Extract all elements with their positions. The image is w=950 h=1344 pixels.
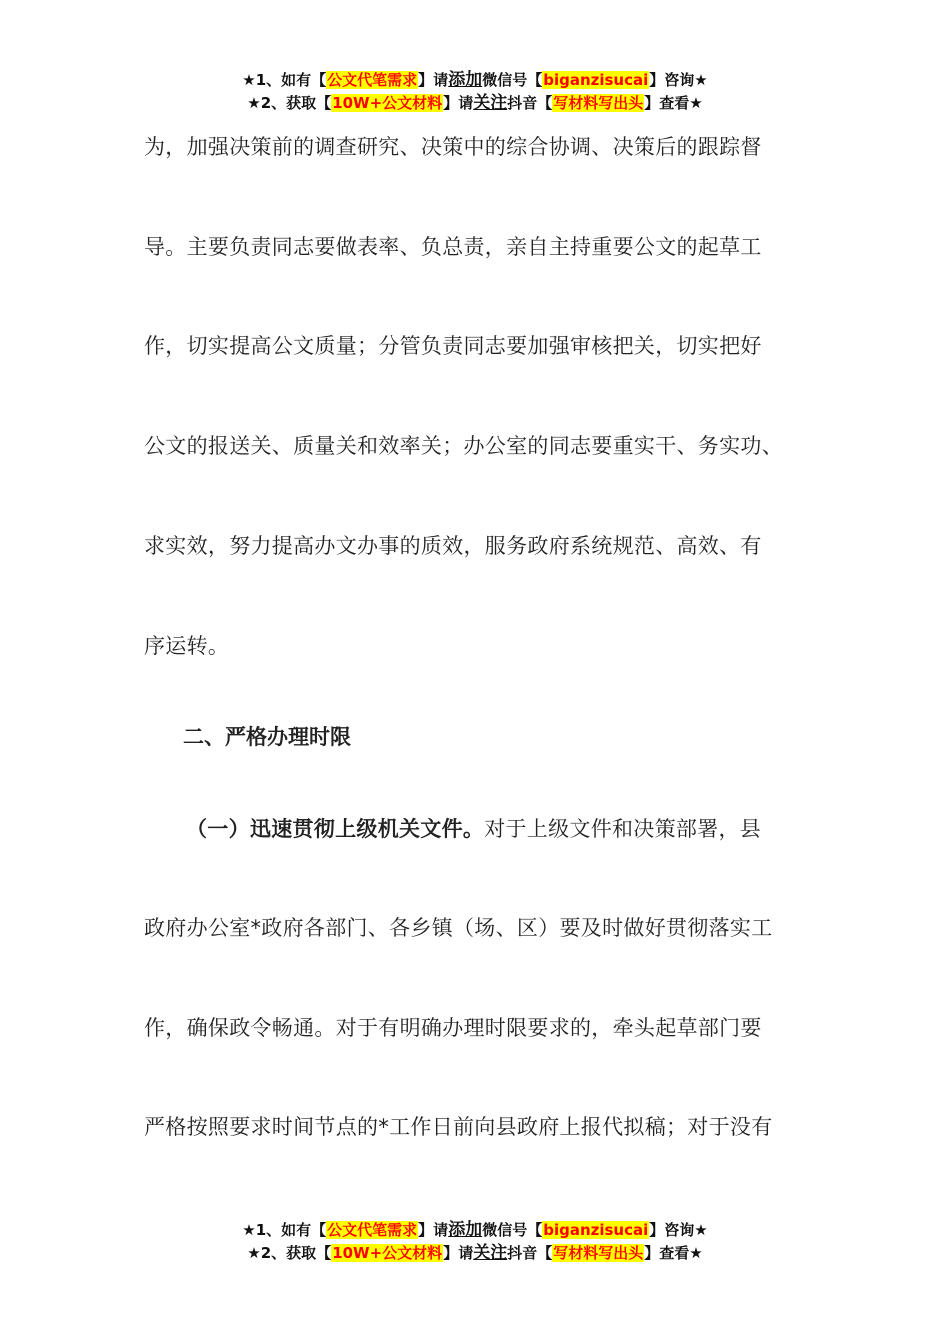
- banner-emphasis: 关注: [473, 93, 508, 113]
- banner-text: ★1、如有【: [242, 1221, 327, 1239]
- footer-banner: [0, 1219, 950, 1265]
- section-heading: 二、严格办理时限: [183, 725, 351, 749]
- banner-text: ★2、获取【: [247, 1244, 332, 1262]
- subsection-first-line: [186, 813, 826, 843]
- banner-text: 微信号【: [482, 1221, 543, 1239]
- banner-text: 抖音【: [507, 94, 553, 112]
- banner-emphasis: 添加: [448, 1220, 483, 1240]
- banner-highlight: 10W+公文材料: [332, 94, 443, 112]
- paragraph-line: 作，确保政令畅通。对于有明确办理时限要求的，牵头起草部门要: [144, 1016, 762, 1040]
- banner-text: 】查看★: [644, 94, 703, 112]
- banner-text: ★2、获取【: [247, 94, 332, 112]
- banner-text: 】咨询★: [649, 1221, 708, 1239]
- banner-text: 】请: [443, 94, 474, 112]
- banner-highlight: biganzisucai: [543, 71, 649, 89]
- banner-highlight: 公文代笔需求: [327, 71, 418, 89]
- paragraph-line: 严格按照要求时间节点的*工作日前向县政府上报代拟稿；对于没有: [144, 1115, 773, 1139]
- banner-text: 】请: [418, 1221, 449, 1239]
- banner-highlight: 10W+公文材料: [332, 1244, 443, 1262]
- banner-text: 】咨询★: [649, 71, 708, 89]
- banner-line-2: [0, 1242, 950, 1265]
- banner-text: 抖音【: [507, 1244, 553, 1262]
- banner-text: 微信号【: [482, 71, 543, 89]
- paragraph-line: 求实效，努力提高办文办事的质效，服务政府系统规范、高效、有: [144, 534, 762, 558]
- subsection-lead: （一）迅速贯彻上级机关文件。: [186, 817, 485, 841]
- paragraph-line: 导。主要负责同志要做表率、负总责，亲自主持重要公文的起草工: [144, 235, 762, 259]
- banner-text: ★1、如有【: [242, 71, 327, 89]
- banner-text: 】查看★: [644, 1244, 703, 1262]
- banner-line-1: [0, 1219, 950, 1242]
- paragraph-line: 为，加强决策前的调查研究、决策中的综合协调、决策后的跟踪督: [144, 135, 762, 159]
- banner-line-2: [0, 92, 950, 115]
- banner-emphasis: 关注: [473, 1243, 508, 1263]
- banner-highlight: 写材料写出头: [553, 94, 644, 112]
- paragraph-line: 政府办公室*政府各部门、各乡镇（场、区）要及时做好贯彻落实工: [144, 916, 773, 940]
- banner-highlight: 写材料写出头: [553, 1244, 644, 1262]
- paragraph-line: 公文的报送关、质量关和效率关；办公室的同志要重实干、务实功、: [144, 434, 783, 458]
- paragraph-line: 作，切实提高公文质量；分管负责同志要加强审核把关，切实把好: [144, 334, 762, 358]
- banner-text: 】请: [443, 1244, 474, 1262]
- banner-text: 】请: [418, 71, 449, 89]
- banner-highlight: biganzisucai: [543, 1221, 649, 1239]
- paragraph-line: 序运转。: [144, 634, 230, 658]
- banner-line-1: [0, 69, 950, 92]
- header-banner: [0, 69, 950, 115]
- banner-emphasis: 添加: [448, 70, 483, 90]
- banner-highlight: 公文代笔需求: [327, 1221, 418, 1239]
- subsection-text: 对于上级文件和决策部署，县: [484, 817, 762, 841]
